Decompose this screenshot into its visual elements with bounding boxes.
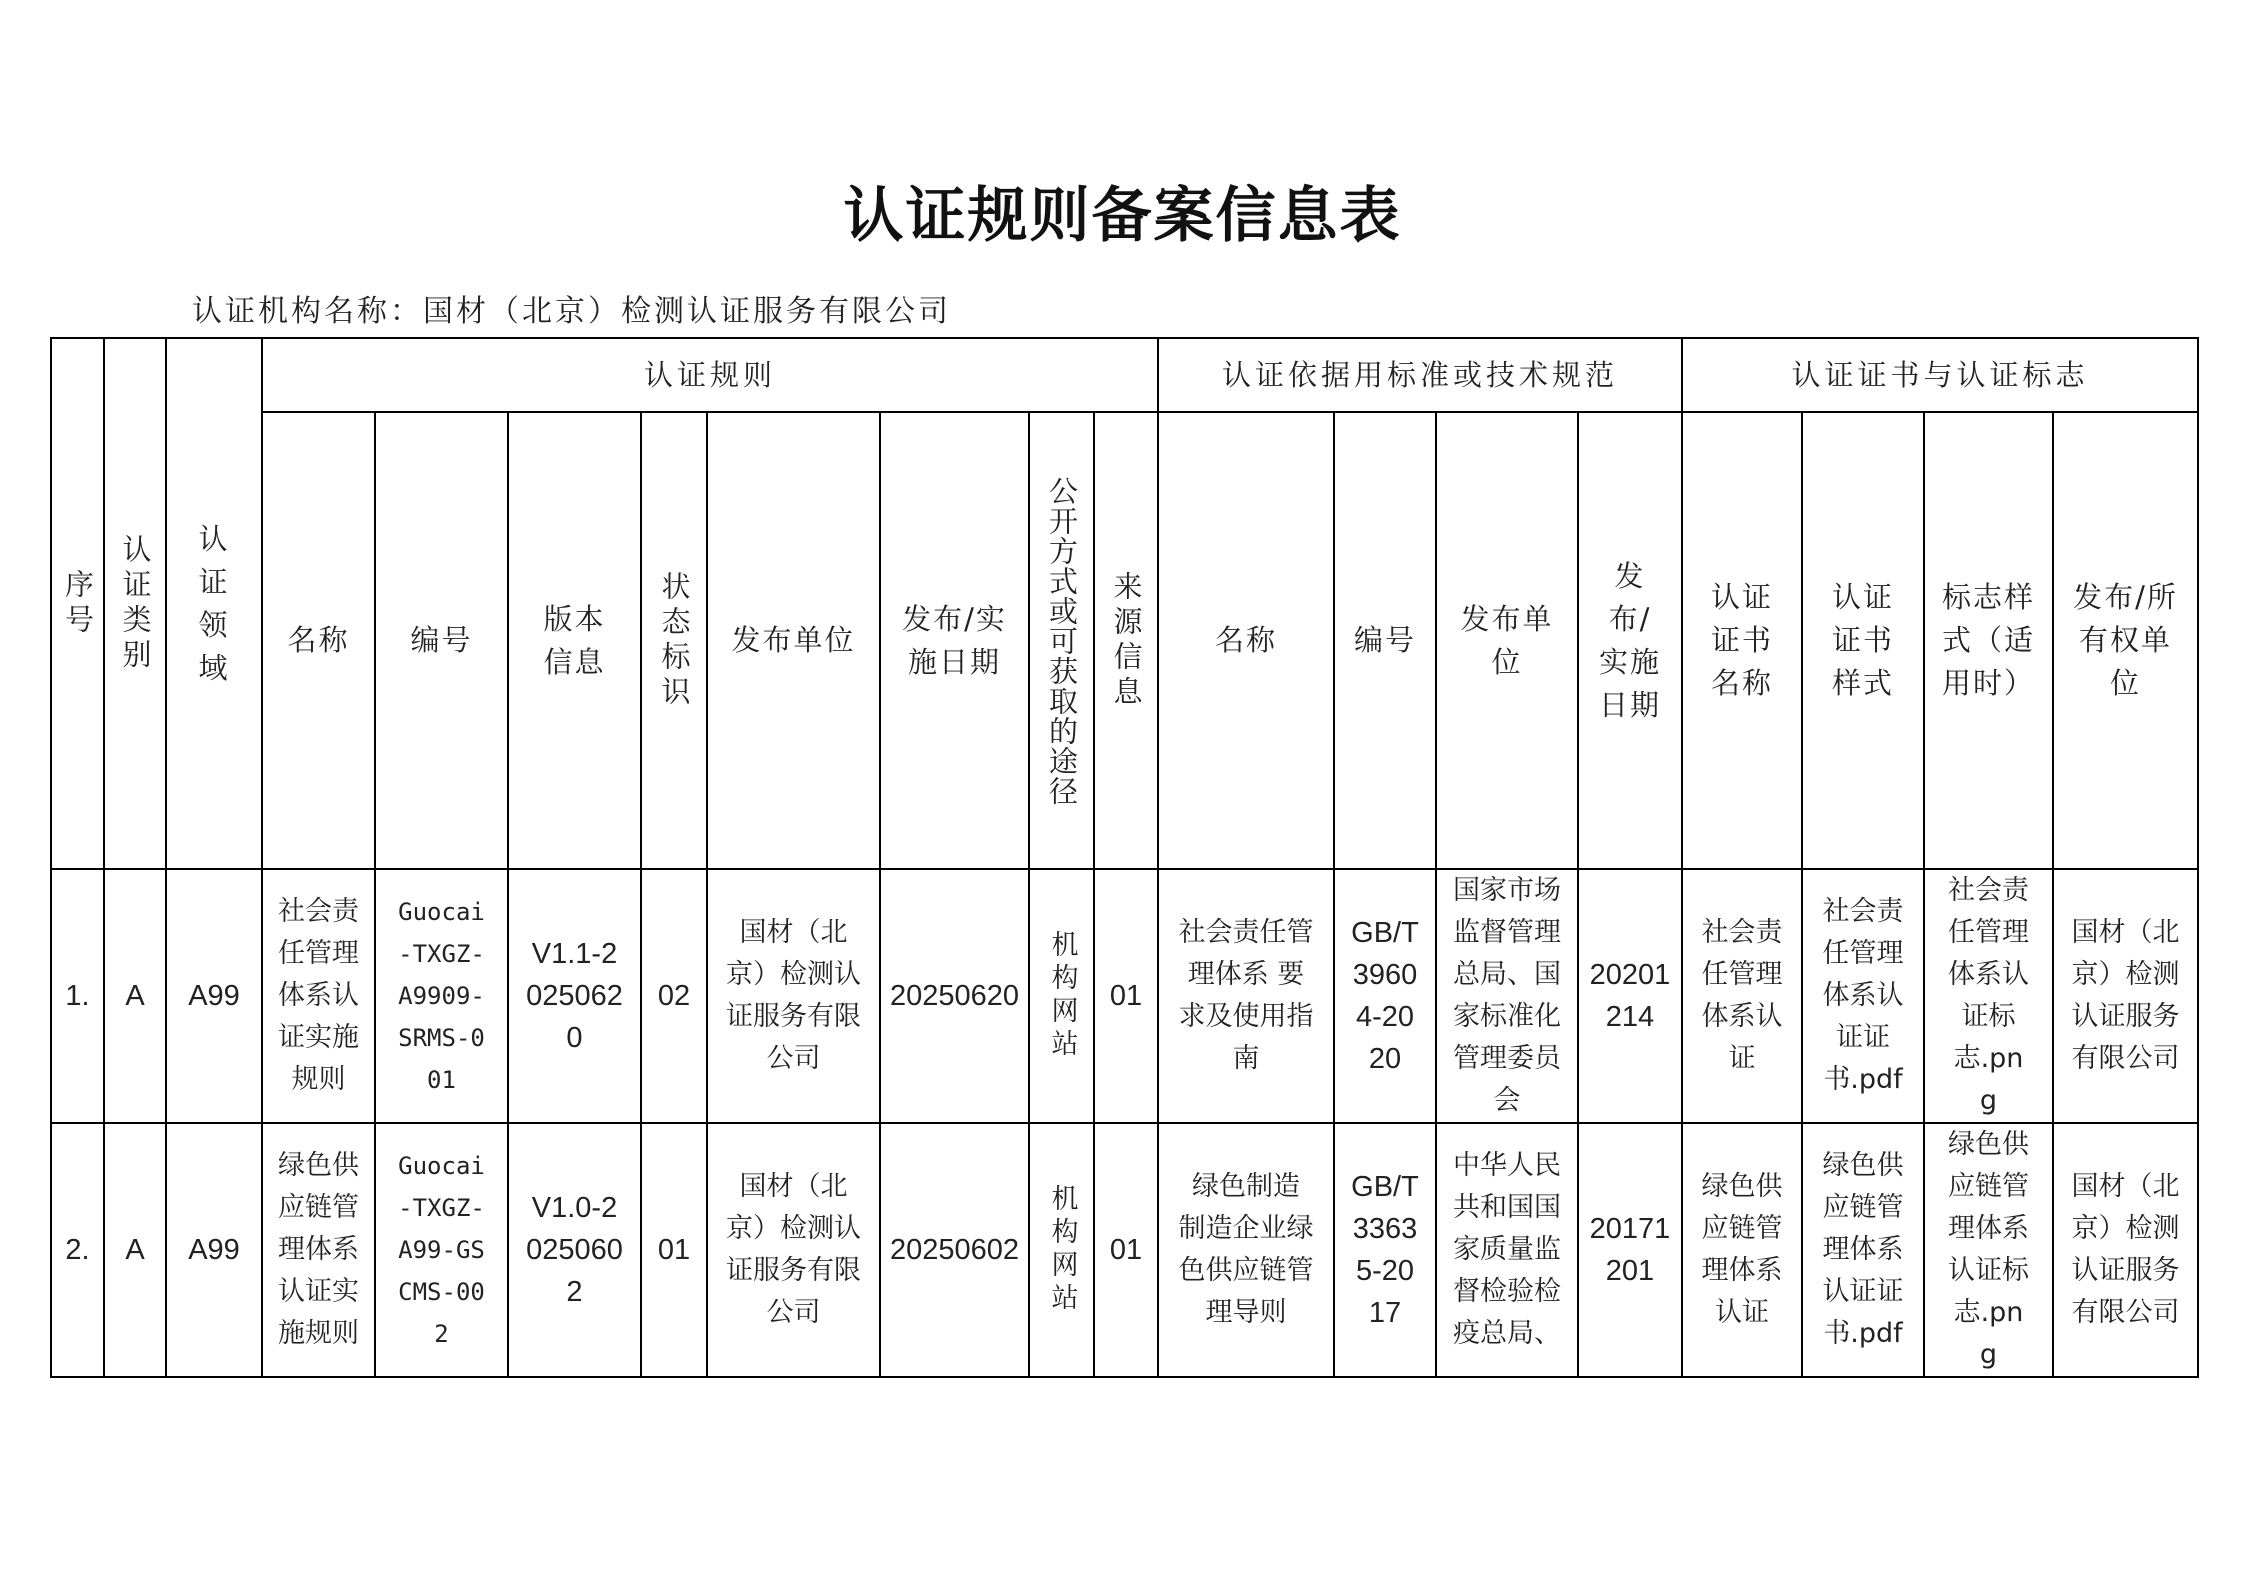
cell-cert-sample[interactable]: 绿色供应链管理体系认证证书.pdf [1802, 1123, 1924, 1377]
group-header-certificates: 认证证书与认证标志 [1682, 338, 2198, 412]
header-domain: 认证领域 [166, 338, 262, 869]
header-rule-publisher: 发布单位 [707, 412, 880, 869]
cell-category: A [104, 869, 166, 1123]
table-row [51, 1123, 2198, 1377]
cell-category: A [104, 1123, 166, 1377]
header-rule-name: 名称 [262, 412, 375, 869]
page-title: 认证规则备案信息表 [843, 181, 1402, 251]
cell-std-date: 20171201 [1578, 1123, 1682, 1377]
cell-version: V1.0-20250602 [508, 1123, 641, 1377]
group-header-rules: 认证规则 [262, 338, 1158, 412]
org-line [192, 286, 951, 330]
table-row [51, 869, 2198, 1123]
header-category: 认证类别 [104, 338, 166, 869]
header-owner: 发布/所有权单位 [2053, 412, 2198, 869]
header-seq: 序号 [51, 338, 104, 869]
org-name: 国材（北京）检测认证服务有限公司 [423, 294, 951, 329]
cell-rule-date: 20250602 [880, 1123, 1029, 1377]
cell-owner: 国材（北京）检测认证服务有限公司 [2053, 1123, 2198, 1377]
header-std-publisher: 发布单位 [1436, 412, 1578, 869]
cell-std-name: 绿色制造 制造企业绿色供应链管理导则 [1158, 1123, 1334, 1377]
cell-seq: 1. [51, 869, 104, 1123]
cell-cert-sample[interactable]: 社会责任管理体系认证证书.pdf [1802, 869, 1924, 1123]
cell-rule-publisher: 国材（北京）检测认证服务有限公司 [707, 1123, 880, 1377]
cell-source: 01 [1094, 869, 1158, 1123]
cell-std-code: GB/T 39604-2020 [1334, 869, 1436, 1123]
header-version: 版本信息 [508, 412, 641, 869]
header-status: 状态标识 [641, 412, 707, 869]
cell-std-publisher: 国家市场监督管理总局、国家标准化管理委员会 [1436, 869, 1578, 1123]
cell-rule-date: 20250620 [880, 869, 1029, 1123]
header-access: 公开方式或可获取的途径 [1029, 412, 1094, 869]
group-header-standards: 认证依据用标准或技术规范 [1158, 338, 1682, 412]
cell-domain: A99 [166, 1123, 262, 1377]
cell-seq: 2. [51, 1123, 104, 1377]
cell-cert-name: 绿色供应链管理体系认证 [1682, 1123, 1802, 1377]
cell-owner: 国材（北京）检测认证服务有限公司 [2053, 869, 2198, 1123]
cell-rule-publisher: 国材（北京）检测认证服务有限公司 [707, 869, 880, 1123]
header-rule-code: 编号 [375, 412, 508, 869]
header-cert-name: 认证证书名称 [1682, 412, 1802, 869]
cell-std-date: 20201214 [1578, 869, 1682, 1123]
header-rule-date: 发布/实施日期 [880, 412, 1029, 869]
header-mark-sample: 标志样式（适用时） [1924, 412, 2053, 869]
filing-table [50, 337, 2199, 1378]
cell-status: 01 [641, 1123, 707, 1377]
cell-access: 机构网站 [1029, 869, 1094, 1123]
cell-source: 01 [1094, 1123, 1158, 1377]
cell-rule-name: 社会责任管理体系认证实施规则 [262, 869, 375, 1123]
cell-mark-sample[interactable]: 绿色供应链管理体系认证标志.png [1924, 1123, 2053, 1377]
cell-cert-name: 社会责任管理体系认证 [1682, 869, 1802, 1123]
cell-std-code: GB/T 33635-2017 [1334, 1123, 1436, 1377]
cell-status: 02 [641, 869, 707, 1123]
cell-std-name: 社会责任管理体系 要求及使用指南 [1158, 869, 1334, 1123]
cell-rule-code: Guocai-TXGZ-A99-GSCMS-002 [375, 1123, 508, 1377]
header-std-date: 发布/实施日期 [1578, 412, 1682, 869]
org-label: 认证机构名称： [192, 294, 423, 329]
cell-std-publisher: 中华人民共和国国家质量监督检验检疫总局、 [1436, 1123, 1578, 1377]
header-std-code: 编号 [1334, 412, 1436, 869]
cell-domain: A99 [166, 869, 262, 1123]
header-cert-sample: 认证证书样式 [1802, 412, 1924, 869]
cell-mark-sample[interactable]: 社会责任管理体系认证标志.png [1924, 869, 2053, 1123]
cell-rule-code: Guocai-TXGZ-A9909-SRMS-001 [375, 869, 508, 1123]
cell-rule-name: 绿色供应链管理体系认证实施规则 [262, 1123, 375, 1377]
cell-version: V1.1-20250620 [508, 869, 641, 1123]
header-source: 来源信息 [1094, 412, 1158, 869]
header-std-name: 名称 [1158, 412, 1334, 869]
cell-access: 机构网站 [1029, 1123, 1094, 1377]
